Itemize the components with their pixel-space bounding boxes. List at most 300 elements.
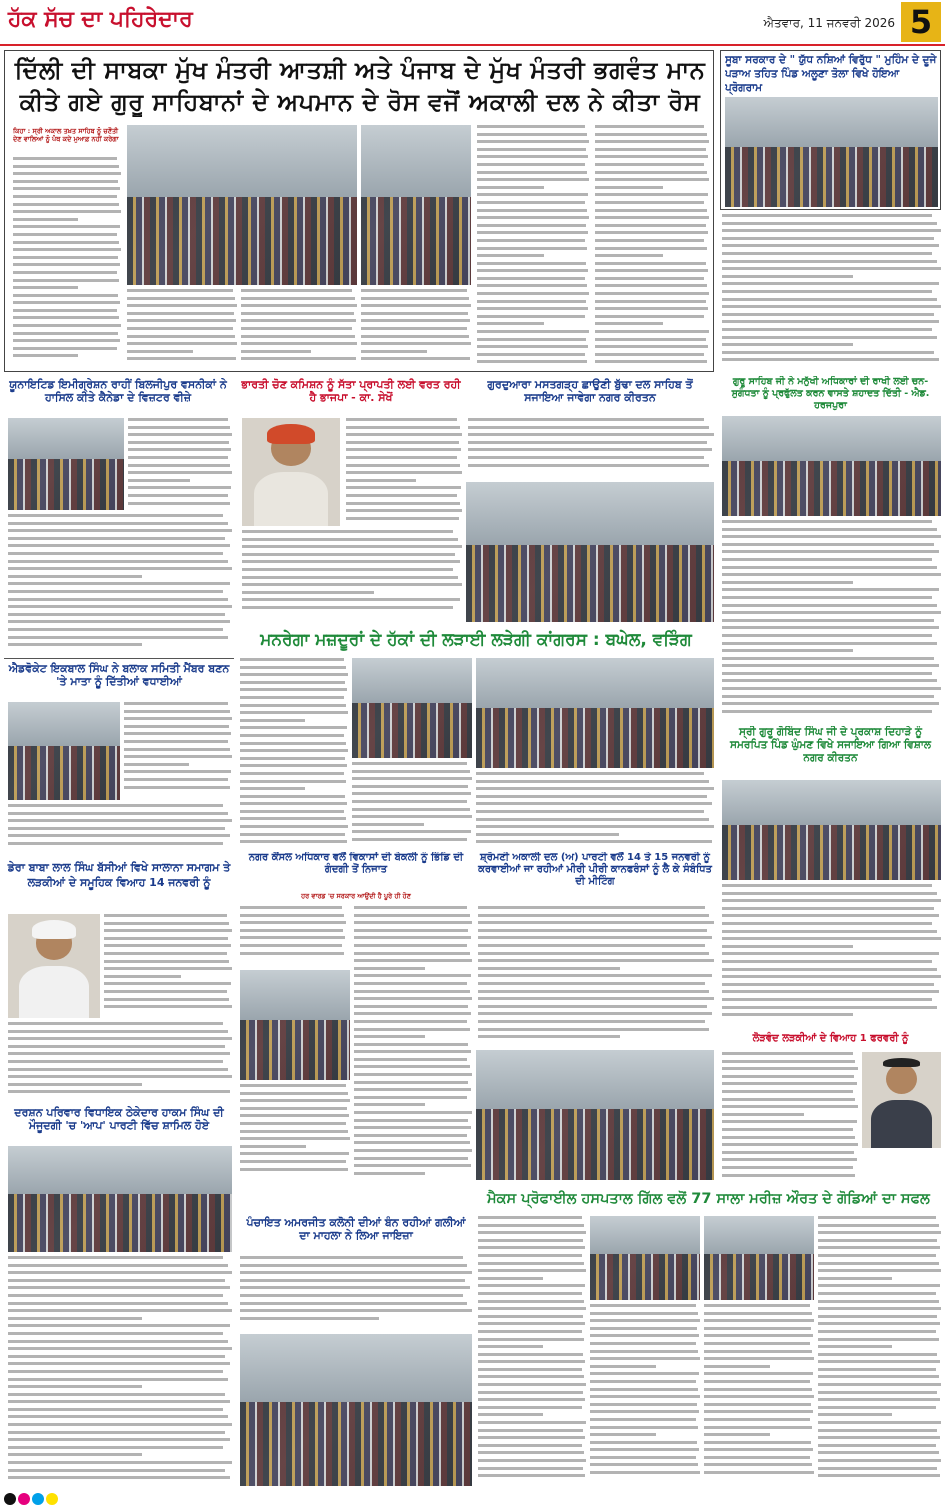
immigration-photo — [8, 418, 124, 510]
text-line — [8, 582, 230, 585]
text-line — [722, 710, 932, 713]
text-line — [13, 332, 118, 335]
text-line — [354, 1020, 467, 1023]
text-line — [241, 335, 355, 338]
text-line — [8, 1461, 232, 1464]
text-line — [346, 509, 462, 512]
council-headline: ਨਗਰ ਕੌਂਸਲ ਅਧਿਕਾਰ ਵਲੋਂ ਵਿਕਾਸਾਂ ਦੀ ਬੇਕਲੀ ਨੂੰ ਭਿੰਡਿ ਦੀ ਗੰਦਗੀ ਤੋਂ ਨਿਜਾਤ — [248, 852, 464, 875]
text-line — [478, 1277, 543, 1280]
text-line — [722, 1158, 857, 1161]
text-line — [352, 762, 467, 765]
text-line — [477, 201, 585, 204]
text-line — [13, 218, 78, 221]
text-line — [240, 1279, 465, 1282]
text-line — [478, 982, 705, 985]
manrega-text-2 — [352, 762, 472, 848]
text-line — [477, 307, 588, 310]
text-line — [240, 711, 348, 714]
text-line — [595, 140, 709, 143]
text-line — [240, 1152, 349, 1155]
text-line — [478, 1012, 712, 1015]
text-line — [354, 1065, 470, 1068]
text-line — [128, 502, 230, 505]
text-line — [352, 800, 467, 803]
text-line — [354, 929, 468, 932]
text-line — [240, 726, 347, 729]
lead-text-col-2 — [127, 289, 237, 369]
text-line — [478, 1239, 583, 1242]
text-line — [818, 1459, 941, 1462]
text-line — [704, 1342, 810, 1345]
text-line — [818, 1322, 940, 1325]
lead-text-col-3 — [241, 289, 357, 369]
text-line — [478, 1269, 586, 1272]
text-line — [354, 1164, 471, 1167]
text-line — [240, 734, 344, 737]
text-line — [8, 1052, 230, 1055]
text-line — [477, 224, 586, 227]
text-line — [476, 840, 712, 843]
text-line — [722, 975, 941, 978]
dateline: ਐਤਵਾਰ, 11 ਜਨਵਰੀ 2026 — [763, 16, 895, 30]
text-line — [8, 1068, 228, 1071]
text-line — [477, 163, 585, 166]
text-line — [590, 1456, 696, 1459]
text-line — [595, 254, 663, 257]
printer-color-marks — [4, 1493, 58, 1505]
text-line — [354, 974, 471, 977]
text-line — [240, 1256, 463, 1259]
text-line — [477, 171, 587, 174]
text-line — [722, 1128, 853, 1131]
text-line — [722, 229, 941, 232]
council-photo — [240, 970, 350, 1080]
text-line — [818, 1269, 941, 1272]
text-line — [240, 825, 348, 828]
text-line — [352, 838, 467, 841]
wedding-text — [722, 1052, 858, 1182]
text-line — [8, 598, 228, 601]
text-line — [476, 787, 714, 790]
text-line — [240, 840, 347, 843]
dera-headline: ਡੇਰਾ ਬਾਬਾ ਲਾਲ ਸਿੰਘ ਬੱਸੀਆਂ ਵਿਖੇ ਸਾਲਾਨਾ ਸਮਾਗਮ ਤੇ ਲੜਕੀਆਂ ਦੇ ਸਮੂਹਿਕ ਵਿਆਹ 14 ਜਨਵਰੀ ਨੂੰ — [7, 861, 231, 889]
text-line — [352, 823, 424, 826]
text-line — [127, 319, 236, 322]
text-line — [8, 636, 228, 639]
text-line — [346, 517, 459, 520]
text-line — [590, 1395, 700, 1398]
text-line — [478, 1444, 582, 1447]
text-line — [240, 906, 342, 909]
text-line — [478, 1413, 543, 1416]
text-line — [595, 133, 707, 136]
text-line — [8, 575, 142, 578]
text-line — [241, 319, 356, 322]
text-line — [8, 1340, 228, 1343]
lead-headline-2: ਕੀਤੇ ਗਏ ਗੁਰੂ ਸਾਹਿਬਾਨਾਂ ਦੇ ਅਪਮਾਨ ਦੇ ਰੋਸ ਵਜੋਂ ਅਕਾਲੀ ਦਲ ਨੇ ਕੀਤਾ ਰੋਸ — [19, 88, 701, 116]
text-line — [722, 520, 932, 523]
text-line — [354, 1096, 467, 1099]
text-line — [722, 566, 937, 569]
right-top-photo — [725, 97, 938, 207]
text-line — [722, 952, 939, 955]
text-line — [595, 353, 704, 356]
text-line — [704, 1372, 813, 1375]
text-line — [722, 664, 939, 667]
text-line — [354, 967, 425, 970]
text-line — [124, 717, 232, 720]
text-line — [240, 704, 346, 707]
text-line — [704, 1448, 813, 1451]
text-line — [595, 300, 706, 303]
text-line — [818, 1216, 936, 1219]
text-line — [722, 1105, 858, 1108]
text-line — [477, 292, 589, 295]
text-line — [595, 360, 707, 363]
text-line — [704, 1388, 812, 1391]
text-line — [722, 558, 932, 561]
text-line — [354, 1134, 467, 1137]
text-line — [722, 1082, 857, 1085]
text-line — [346, 502, 460, 505]
text-line — [13, 263, 120, 266]
text-line — [8, 1393, 225, 1396]
text-line — [240, 795, 345, 798]
text-line — [128, 448, 231, 451]
text-line — [8, 1400, 230, 1403]
text-line — [477, 284, 587, 287]
panchayat-text — [240, 1256, 472, 1330]
text-line — [818, 1368, 936, 1371]
text-line — [722, 914, 939, 917]
text-line — [13, 316, 119, 319]
text-line — [354, 1073, 472, 1076]
text-line — [240, 1317, 379, 1320]
text-line — [590, 1350, 698, 1353]
text-line — [478, 1375, 584, 1378]
text-line — [590, 1365, 656, 1368]
text-line — [124, 770, 231, 773]
text-line — [8, 1286, 230, 1289]
panchayat-headline: ਪੰਚਾਇਤ ਅਮਰਜੀਤ ਕਲੋਨੀ ਦੀਆਂ ਬੰਨ ਰਹੀਆਂ ਗਲੀਆਂ ਦਾ ਮਾਹਲਾ ਨੇ ਲਿਆ ਜਾਇਜ਼ਾ — [246, 1216, 466, 1242]
text-line — [13, 187, 120, 190]
text-line — [722, 260, 937, 263]
text-line — [818, 1239, 937, 1242]
lead-text-col-6 — [595, 125, 709, 369]
text-line — [8, 1324, 230, 1327]
text-line — [240, 929, 343, 932]
text-line — [818, 1429, 937, 1432]
text-line — [477, 209, 587, 212]
text-line — [8, 1438, 230, 1441]
text-line — [477, 353, 585, 356]
text-line — [240, 1264, 467, 1267]
text-line — [124, 763, 189, 766]
text-line — [722, 907, 934, 910]
text-line — [127, 350, 193, 353]
text-line — [818, 1284, 940, 1287]
lead-text-col-4 — [361, 289, 471, 369]
text-line — [595, 322, 663, 325]
text-line — [104, 944, 231, 947]
text-line — [13, 241, 119, 244]
text-line — [590, 1342, 696, 1345]
text-line — [477, 231, 588, 234]
text-line — [595, 231, 708, 234]
text-line — [354, 944, 467, 947]
text-line — [722, 298, 937, 301]
text-line — [240, 780, 346, 783]
text-line — [722, 884, 932, 887]
text-line — [722, 626, 939, 629]
text-line — [346, 448, 461, 451]
text-line — [242, 568, 453, 571]
text-line — [13, 279, 119, 282]
text-line — [354, 1126, 471, 1129]
text-line — [8, 1317, 142, 1320]
text-line — [722, 535, 941, 538]
text-line — [354, 1172, 425, 1175]
text-line — [13, 210, 121, 213]
text-line — [240, 742, 346, 745]
text-line — [478, 959, 714, 962]
text-line — [128, 479, 190, 482]
sahibzade-photo — [722, 416, 941, 516]
text-line — [240, 1160, 346, 1163]
text-line — [478, 1383, 586, 1386]
text-line — [478, 921, 714, 924]
text-line — [352, 785, 468, 788]
text-line — [818, 1338, 939, 1341]
text-line — [722, 358, 939, 361]
text-line — [361, 327, 467, 330]
text-line — [590, 1403, 697, 1406]
text-line — [595, 224, 706, 227]
text-line — [240, 1137, 350, 1140]
text-line — [104, 998, 229, 1001]
hospital-text-2 — [590, 1304, 700, 1486]
text-line — [590, 1418, 696, 1421]
text-line — [722, 214, 932, 217]
text-line — [240, 787, 305, 790]
text-line — [240, 1092, 348, 1095]
text-line — [8, 1075, 232, 1078]
text-line — [477, 239, 585, 242]
text-line — [818, 1360, 940, 1363]
text-line — [722, 305, 941, 308]
text-line — [477, 322, 544, 325]
text-line — [8, 613, 225, 616]
text-line — [722, 657, 934, 660]
text-line — [346, 486, 461, 489]
text-line — [241, 327, 352, 330]
text-line — [128, 441, 229, 444]
text-line — [241, 304, 357, 307]
text-line — [478, 1284, 585, 1287]
text-line — [478, 1322, 585, 1325]
text-line — [478, 952, 709, 955]
text-line — [352, 815, 472, 818]
text-line — [104, 922, 229, 925]
text-line — [127, 289, 233, 292]
text-line — [704, 1426, 812, 1429]
text-line — [354, 1157, 468, 1160]
text-line — [8, 842, 223, 845]
text-line — [722, 573, 941, 576]
immigration-text-1 — [128, 418, 232, 510]
text-line — [13, 354, 78, 357]
text-line — [354, 1103, 425, 1106]
text-line — [8, 1355, 225, 1358]
text-line — [240, 817, 346, 820]
text-line — [722, 275, 853, 278]
text-line — [8, 1378, 228, 1381]
text-line — [346, 433, 462, 436]
text-line — [104, 1005, 232, 1008]
text-line — [704, 1312, 812, 1315]
text-line — [704, 1456, 810, 1459]
text-line — [13, 309, 117, 312]
text-line — [8, 1370, 223, 1373]
text-line — [478, 990, 709, 993]
panchayat-photo — [240, 1334, 472, 1486]
text-line — [8, 1256, 223, 1259]
text-line — [8, 1045, 225, 1048]
text-line — [722, 922, 932, 925]
text-line — [704, 1357, 814, 1360]
text-line — [818, 1406, 936, 1409]
text-line — [476, 780, 709, 783]
text-line — [477, 360, 587, 363]
text-line — [722, 1006, 937, 1009]
text-line — [241, 357, 356, 360]
text-line — [361, 342, 471, 345]
manrega-text-3 — [476, 772, 714, 848]
text-line — [478, 974, 712, 977]
text-line — [104, 914, 227, 917]
lead-story-box — [4, 50, 714, 372]
text-line — [240, 1122, 346, 1125]
text-line — [704, 1395, 814, 1398]
text-line — [704, 1350, 812, 1353]
text-line — [722, 945, 853, 948]
text-line — [240, 1271, 472, 1274]
text-line — [722, 611, 941, 614]
text-line — [240, 914, 344, 917]
text-line — [590, 1433, 656, 1436]
text-line — [477, 338, 586, 341]
text-line — [468, 418, 704, 421]
text-line — [13, 347, 117, 350]
text-line — [590, 1304, 696, 1307]
wedding-headline: ਲੋੜਵੰਦ ਲੜਕੀਆਂ ਦੇ ਵਿਆਹ 1 ਫਰਵਰੀ ਨੂੰ — [752, 1033, 909, 1044]
text-line — [722, 528, 937, 531]
text-line — [818, 1231, 941, 1234]
right-top-text — [722, 214, 941, 370]
text-line — [240, 1130, 348, 1133]
text-line — [240, 921, 346, 924]
text-line — [722, 581, 853, 584]
text-line — [13, 324, 121, 327]
text-line — [477, 148, 586, 151]
text-line — [127, 304, 237, 307]
text-line — [478, 1028, 709, 1031]
newspaper-logo — [8, 6, 193, 32]
text-line — [704, 1463, 812, 1466]
text-line — [240, 1168, 348, 1171]
text-line — [352, 808, 470, 811]
dera-text-1 — [104, 914, 232, 1018]
text-line — [590, 1372, 699, 1375]
text-line — [354, 952, 470, 955]
council-text-2 — [354, 906, 472, 1180]
text-line — [240, 1286, 470, 1289]
text-line — [468, 426, 709, 429]
text-line — [354, 906, 467, 909]
text-line — [354, 1005, 468, 1008]
text-line — [104, 960, 229, 963]
text-line — [722, 282, 939, 285]
text-line — [818, 1383, 941, 1386]
text-line — [352, 777, 472, 780]
text-line — [704, 1380, 810, 1383]
text-line — [128, 426, 230, 429]
text-line — [476, 833, 619, 836]
text-line — [722, 343, 853, 346]
text-line — [242, 545, 462, 548]
text-line — [354, 1149, 472, 1152]
text-line — [722, 649, 853, 652]
text-line — [590, 1410, 699, 1413]
text-line — [240, 1309, 472, 1312]
text-line — [478, 1459, 586, 1462]
text-line — [722, 695, 934, 698]
text-line — [124, 786, 230, 789]
text-line — [478, 1216, 582, 1219]
lead-photo-leader — [361, 125, 471, 285]
text-line — [818, 1474, 940, 1477]
text-line — [722, 899, 941, 902]
advocate-headline: ਐਡਵੋਕੇਟ ਇਕਬਾਲ ਸਿੰਘ ਨੇ ਬਲਾਕ ਸਮਿਤੀ ਮੈਂਬਰ ਬਣਨ 'ਤੇ ਮਾਤਾ ਨੂੰ ਦਿੱਤੀਆਂ ਵਧਾਈਆਂ — [8, 662, 230, 688]
text-line — [595, 171, 707, 174]
text-line — [346, 464, 460, 467]
text-line — [477, 269, 588, 272]
text-line — [704, 1471, 814, 1474]
text-line — [478, 1345, 543, 1348]
text-line — [478, 1338, 584, 1341]
text-line — [240, 1114, 349, 1117]
text-line — [704, 1418, 810, 1421]
text-line — [478, 997, 714, 1000]
text-line — [8, 567, 232, 570]
text-line — [722, 1098, 855, 1101]
text-line — [242, 576, 458, 579]
text-line — [13, 225, 120, 228]
text-line — [478, 1398, 585, 1401]
text-line — [240, 1145, 306, 1148]
divider — [4, 658, 234, 659]
text-line — [13, 233, 117, 236]
text-line — [8, 1037, 232, 1040]
text-line — [722, 1067, 858, 1070]
dera-text-2 — [8, 1022, 232, 1102]
text-line — [354, 1119, 468, 1122]
text-line — [722, 960, 932, 963]
text-line — [354, 921, 472, 924]
text-line — [354, 982, 467, 985]
text-line — [354, 959, 472, 962]
text-line — [13, 271, 117, 274]
